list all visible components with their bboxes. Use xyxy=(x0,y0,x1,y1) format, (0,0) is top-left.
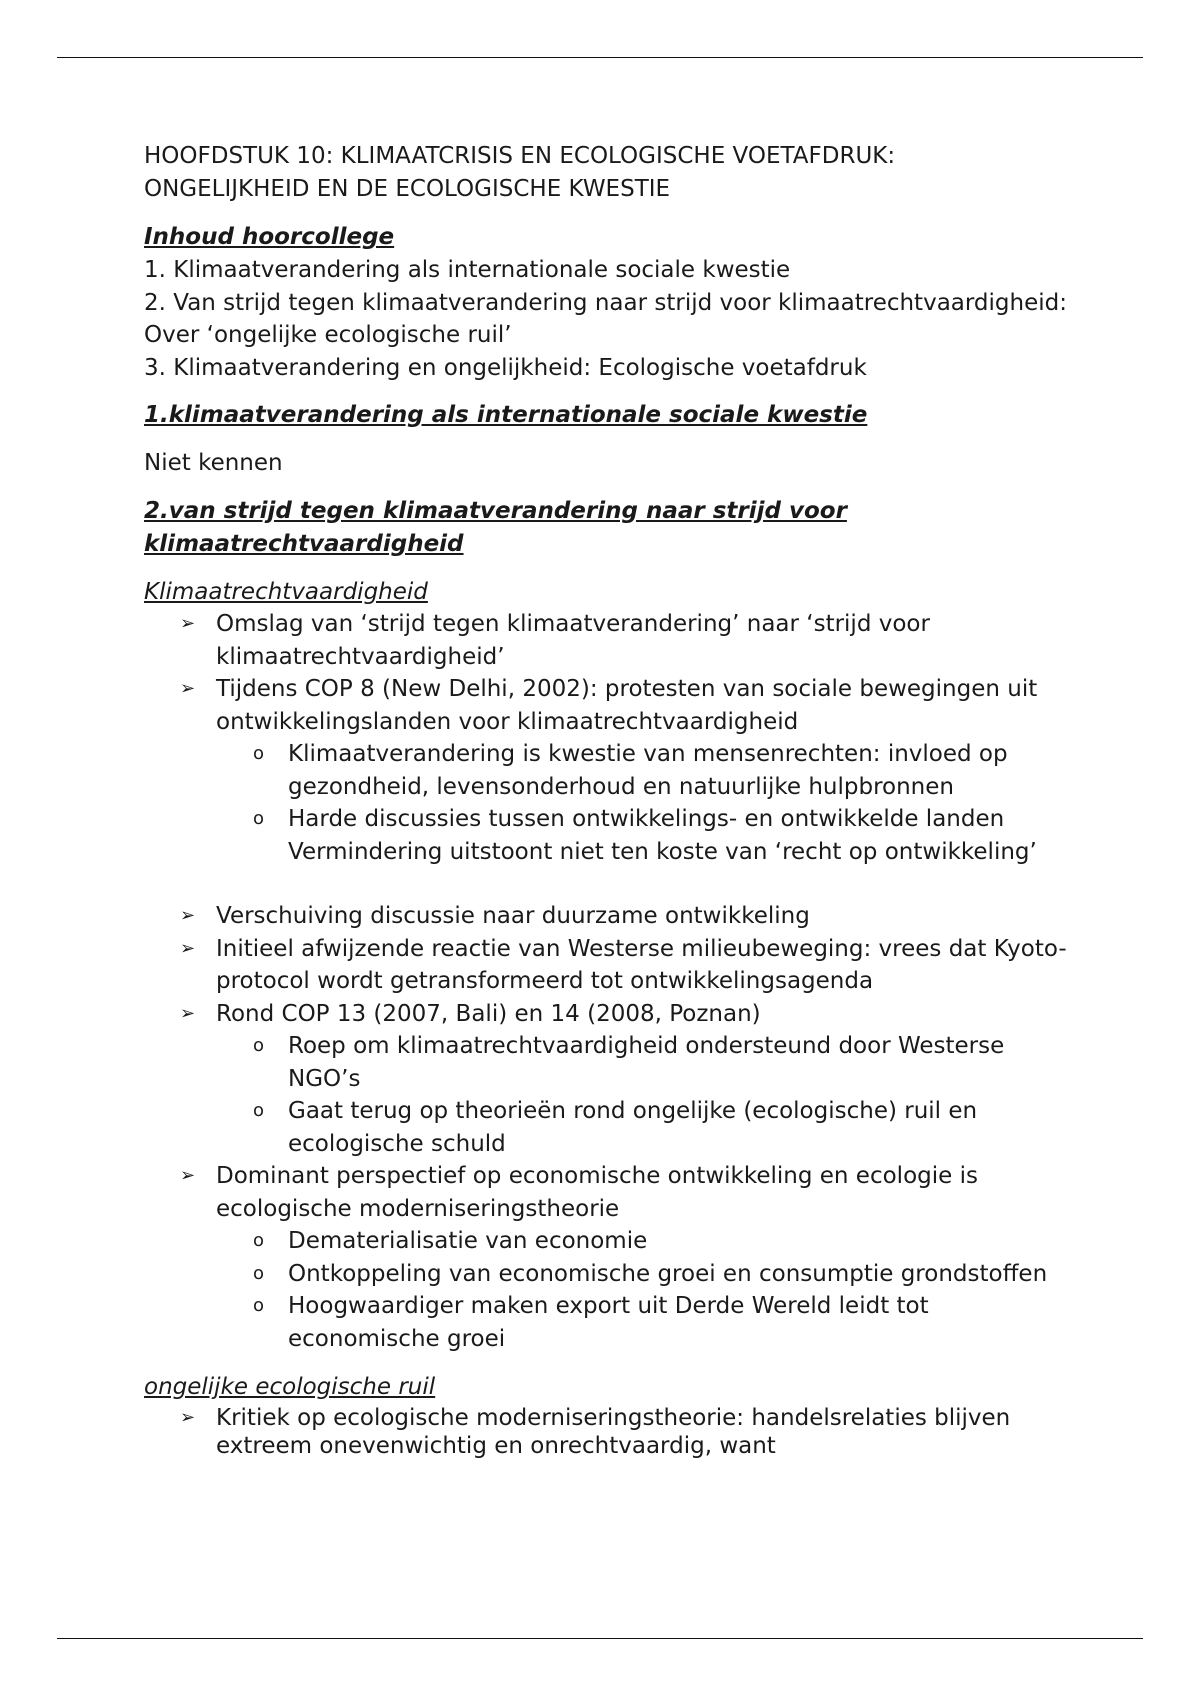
circle-bullet-icon: o xyxy=(253,1295,265,1316)
bullet-text: Dominant perspectief op economische ontwikkeling en ecologie is ecologische moderniseringstheorie xyxy=(216,1163,978,1222)
arrow-bullet-icon: ➢ xyxy=(180,1406,196,1428)
bullet-text: Initieel afwijzende reactie van Westerse milieubeweging: vrees dat Kyoto-protocol wordt getransformeerd tot ontwikkelingsagenda xyxy=(216,935,1067,994)
sub-bullet-item xyxy=(253,1258,1074,1291)
contents-item-2: 2. Van strijd tegen klimaatverandering naar strijd voor klimaatrechtvaardigheid: Over ‘ongelijke ecologische ruil’ xyxy=(144,289,1067,348)
sub-bullet-list xyxy=(216,738,1074,868)
circle-bullet-icon: o xyxy=(253,808,265,829)
top-rule xyxy=(57,57,1143,58)
bullet-text: Verschuiving discussie naar duurzame ontwikkeling xyxy=(216,903,810,929)
bullet-list-ruil xyxy=(144,1404,1074,1460)
sub-bullet-item xyxy=(253,1095,1074,1160)
sub-bullet-text: Dematerialisatie van economie xyxy=(288,1228,648,1254)
arrow-bullet-icon: ➢ xyxy=(180,678,196,699)
bottom-rule xyxy=(57,1638,1143,1639)
circle-bullet-icon: o xyxy=(253,1035,265,1056)
title-line-1: HOOFDSTUK 10: KLIMAATCRISIS EN ECOLOGISCHE VOETAFDRUK: xyxy=(144,143,896,169)
circle-bullet-icon: o xyxy=(253,1100,265,1121)
bullet-list-main xyxy=(144,608,1074,1355)
bullet-item xyxy=(180,608,1074,673)
sub-bullet-text: Roep om klimaatrechtvaardigheid ondersteund door Westerse NGO’s xyxy=(288,1033,1005,1092)
arrow-bullet-icon: ➢ xyxy=(180,1002,196,1024)
arrow-bullet-icon: ➢ xyxy=(180,905,196,926)
bullet-text: Rond COP 13 (2007, Bali) en 14 (2008, Poznan) xyxy=(216,1000,761,1027)
section-1-text: Niet kennen xyxy=(144,450,283,476)
arrow-bullet-icon: ➢ xyxy=(180,613,196,634)
chapter-title xyxy=(144,140,1074,205)
circle-bullet-icon: o xyxy=(253,743,265,764)
arrow-bullet-icon: ➢ xyxy=(180,937,196,959)
sub-bullet-text: Hoogwaardiger maken export uit Derde Wereld leidt tot economische groei xyxy=(288,1293,929,1352)
subheading-ongelijke-ecologische-ruil: ongelijke ecologische ruil xyxy=(144,1374,436,1400)
sub-bullet-text: Ontkoppeling van economische groei en consumptie grondstoffen xyxy=(288,1260,1048,1287)
sub-bullet-text: Gaat terug op theorieën rond ongelijke (ecologische) ruil en ecologische schuld xyxy=(288,1098,978,1157)
bullet-item xyxy=(180,998,1074,1161)
document-body xyxy=(144,140,1074,1460)
circle-bullet-icon: o xyxy=(253,1230,265,1251)
subheading-klimaatrechtvaardigheid: Klimaatrechtvaardigheid xyxy=(144,578,428,605)
contents-item-3: 3. Klimaatverandering en ongelijkheid: Ecologische voetafdruk xyxy=(144,354,867,381)
bullet-item xyxy=(180,1404,1074,1460)
sub-bullet-list xyxy=(216,1030,1074,1160)
bullet-text: Kritiek op ecologische moderniseringstheorie: handelsrelaties blijven extreem onevenwichtig en onrechtvaardig, want xyxy=(216,1404,1011,1459)
sub-bullet-item xyxy=(253,1030,1074,1095)
contents-item-1: 1. Klimaatverandering als internationale sociale kwestie xyxy=(144,257,791,283)
bullet-item xyxy=(180,1160,1074,1355)
bullet-text: Omslag van ‘strijd tegen klimaatverandering’ naar ‘strijd voor klimaatrechtvaardigheid’ xyxy=(216,611,930,670)
section-1-heading: 1.klimaatverandering als internationale sociale kwestie xyxy=(144,402,868,428)
arrow-bullet-icon: ➢ xyxy=(180,1165,196,1186)
sub-bullet-list xyxy=(216,1225,1074,1355)
sub-bullet-text: Klimaatverandering is kwestie van mensenrechten: invloed op gezondheid, levensonderhoud en natuurlijke hulpbronnen xyxy=(288,741,1008,800)
bullet-item xyxy=(180,900,1074,933)
section-2-heading: 2.van strijd tegen klimaatverandering naar strijd voor klimaatrechtvaardigheid xyxy=(144,497,847,557)
sub-bullet-item xyxy=(253,738,1074,803)
contents-list xyxy=(144,254,1074,384)
bullet-item xyxy=(180,673,1074,900)
blank-line xyxy=(216,868,1074,900)
circle-bullet-icon: o xyxy=(253,1262,265,1284)
sub-bullet-item xyxy=(253,1225,1074,1258)
bullet-text: Tijdens COP 8 (New Delhi, 2002): protesten van sociale bewegingen uit ontwikkelingslanden voor klimaatrechtvaardigheid xyxy=(216,676,1038,735)
title-line-2: ONGELIJKHEID EN DE ECOLOGISCHE KWESTIE xyxy=(144,175,671,202)
sub-bullet-text: Harde discussies tussen ontwikkelings- en ontwikkelde landen Vermindering uitstoont niet ten koste van ‘recht op ontwikkeling’ xyxy=(288,806,1037,865)
sub-bullet-item xyxy=(253,1290,1074,1355)
sub-bullet-item xyxy=(253,803,1074,868)
bullet-item xyxy=(180,933,1074,998)
contents-heading: Inhoud hoorcollege xyxy=(144,224,395,250)
